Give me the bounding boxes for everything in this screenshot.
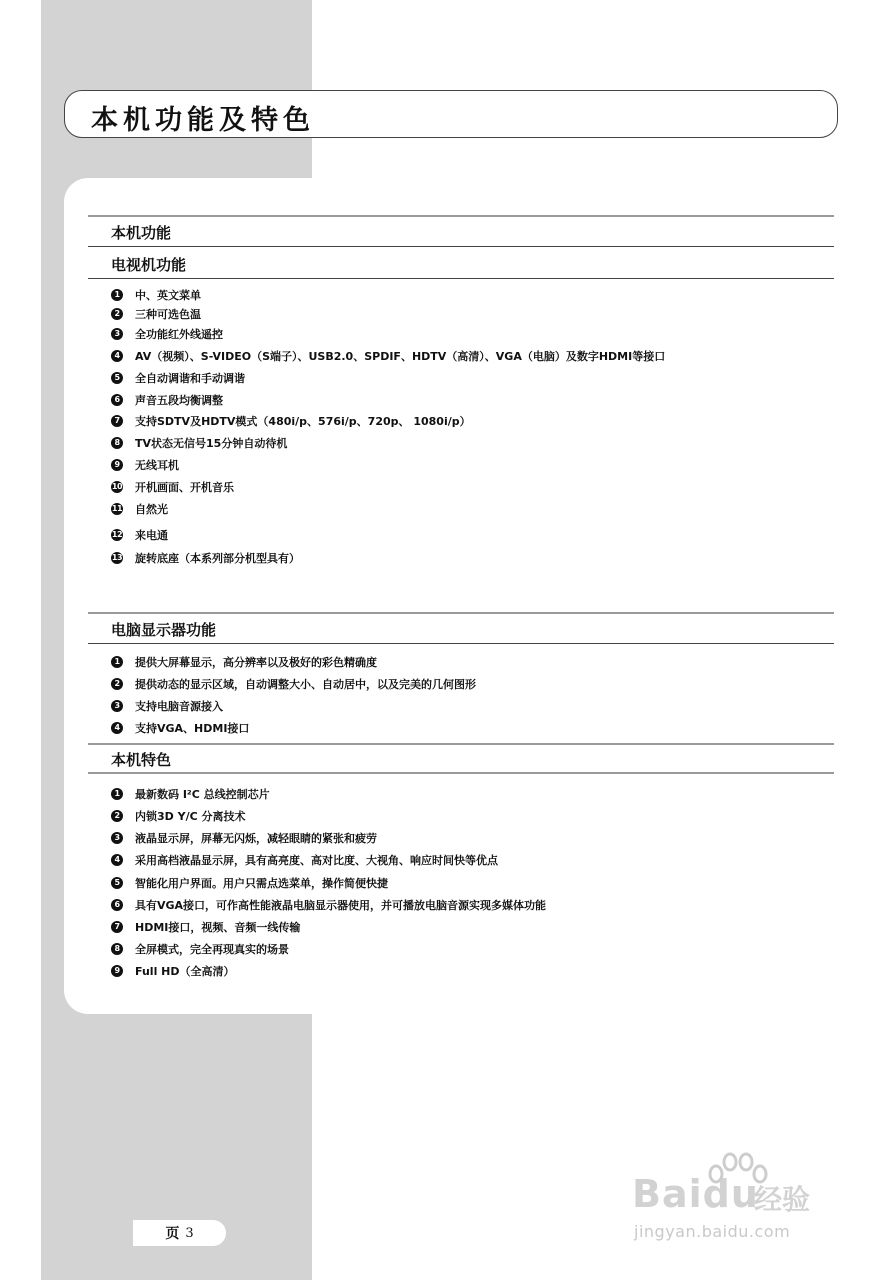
- item-text: 全自动调谐和手动调谐: [135, 372, 245, 385]
- section-rule-top: [88, 743, 834, 745]
- item-text: 开机画面、开机音乐: [135, 481, 234, 494]
- list-item: [111, 305, 201, 323]
- item-text: 智能化用户界面。用户只需点选菜单，操作简便快捷: [135, 877, 388, 890]
- section-heading-features: 本机特色: [111, 751, 172, 769]
- item-text: 支持VGA、HDMI接口: [135, 722, 250, 735]
- item-text: TV状态无信号15分钟自动待机: [135, 437, 288, 450]
- number-badge: 3: [111, 328, 123, 340]
- list-item: [111, 526, 168, 544]
- number-badge: 6: [111, 899, 123, 911]
- number-badge: 1: [111, 656, 123, 668]
- number-badge: 11: [111, 504, 123, 513]
- list-item: [111, 653, 377, 671]
- item-text: 提供动态的显示区域，自动调整大小、自动居中，以及完美的几何图形: [135, 678, 476, 691]
- item-text: 采用高档液晶显示屏，具有高亮度、高对比度、大视角、响应时间快等优点: [135, 854, 498, 867]
- section-heading-tv: 电视机功能: [111, 256, 187, 274]
- page-number-tab: [133, 1220, 226, 1246]
- item-text: AV（视频）、S-VIDEO（S端子）、USB2.0、SPDIF、HDTV（高清）、VGA（电脑）及数字HDMI等接口: [135, 350, 666, 363]
- list-item: [111, 962, 235, 980]
- section-rule-bottom: [88, 772, 834, 774]
- number-badge: 1: [111, 788, 123, 800]
- item-text: 三种可选色温: [135, 308, 201, 321]
- page-title: 本机功能及特色: [91, 105, 315, 136]
- list-item: [111, 325, 223, 343]
- item-text: 中、英文菜单: [135, 289, 201, 302]
- section-rule-bottom: [88, 278, 834, 279]
- number-badge: 2: [111, 810, 123, 822]
- list-item: [111, 896, 546, 914]
- page-number: 3: [185, 1225, 194, 1241]
- list-item: [111, 478, 234, 496]
- list-item: [111, 851, 498, 869]
- item-text: Full HD（全高清）: [135, 965, 235, 978]
- list-item: [111, 675, 476, 693]
- item-text: 液晶显示屏，屏幕无闪烁，减轻眼睛的紧张和疲劳: [135, 832, 377, 845]
- number-badge: 6: [111, 394, 123, 406]
- list-item: [111, 807, 246, 825]
- list-item: [111, 549, 300, 567]
- number-badge: 4: [111, 350, 123, 362]
- list-item: [111, 500, 168, 518]
- list-item: [111, 347, 665, 365]
- item-text: 提供大屏幕显示，高分辨率以及极好的彩色精确度: [135, 656, 377, 669]
- section-rule-bottom: [88, 643, 834, 644]
- number-badge: 5: [111, 372, 123, 384]
- section-rule-bottom: [88, 246, 834, 247]
- item-text: 支持电脑音源接入: [135, 700, 223, 713]
- list-item: [111, 940, 289, 958]
- number-badge: 1: [111, 289, 123, 301]
- list-item: [111, 434, 287, 452]
- item-text: 最新数码 I²C 总线控制芯片: [135, 788, 270, 801]
- number-badge: 3: [111, 832, 123, 844]
- item-text: 具有VGA接口，可作高性能液晶电脑显示器使用，并可播放电脑音源实现多媒体功能: [135, 899, 547, 912]
- item-text: 全屏模式，完全再现真实的场景: [135, 943, 289, 956]
- item-text: 全功能红外线遥控: [135, 328, 223, 341]
- item-text: 无线耳机: [135, 459, 179, 472]
- list-item: [111, 412, 471, 430]
- number-badge: 8: [111, 943, 123, 955]
- number-badge: 10: [111, 482, 123, 491]
- watermark-logo: Baidu: [632, 1172, 759, 1216]
- number-badge: 9: [111, 459, 123, 471]
- item-text: HDMI接口，视频、音频一线传输: [135, 921, 301, 934]
- section-heading-main: 本机功能: [111, 224, 172, 242]
- number-badge: 2: [111, 308, 123, 320]
- watermark-url: jingyan.baidu.com: [634, 1222, 791, 1241]
- section-rule-top: [88, 215, 834, 217]
- number-badge: 12: [111, 530, 123, 539]
- list-item: [111, 918, 300, 936]
- list-item: [111, 829, 377, 847]
- item-text: 支持SDTV及HDTV模式（480i/p、576i/p、720p、 1080i/p）: [135, 415, 471, 428]
- item-text: 旋转底座（本系列部分机型具有）: [135, 552, 300, 565]
- list-item: [111, 874, 388, 892]
- list-item: [111, 286, 201, 304]
- list-item: [111, 719, 249, 737]
- list-item: [111, 697, 223, 715]
- number-badge: 4: [111, 854, 123, 866]
- list-item: [111, 456, 179, 474]
- number-badge: 7: [111, 415, 123, 427]
- title-box: [64, 90, 838, 138]
- list-item: [111, 369, 245, 387]
- section-heading-pc: 电脑显示器功能: [111, 621, 217, 639]
- number-badge: 4: [111, 722, 123, 734]
- number-badge: 8: [111, 437, 123, 449]
- section-rule-top: [88, 612, 834, 614]
- page-label: 页: [165, 1226, 180, 1242]
- list-item: [111, 391, 223, 409]
- list-item: [111, 785, 270, 803]
- number-badge: 7: [111, 921, 123, 933]
- number-badge: 9: [111, 965, 123, 977]
- item-text: 声音五段均衡调整: [135, 394, 223, 407]
- number-badge: 3: [111, 700, 123, 712]
- item-text: 自然光: [135, 503, 168, 516]
- item-text: 来电通: [135, 529, 168, 542]
- number-badge: 5: [111, 877, 123, 889]
- number-badge: 13: [111, 553, 123, 562]
- item-text: 内锁3D Y/C 分离技术: [135, 810, 246, 823]
- watermark-logo-cn: 经验: [754, 1183, 811, 1216]
- number-badge: 2: [111, 678, 123, 690]
